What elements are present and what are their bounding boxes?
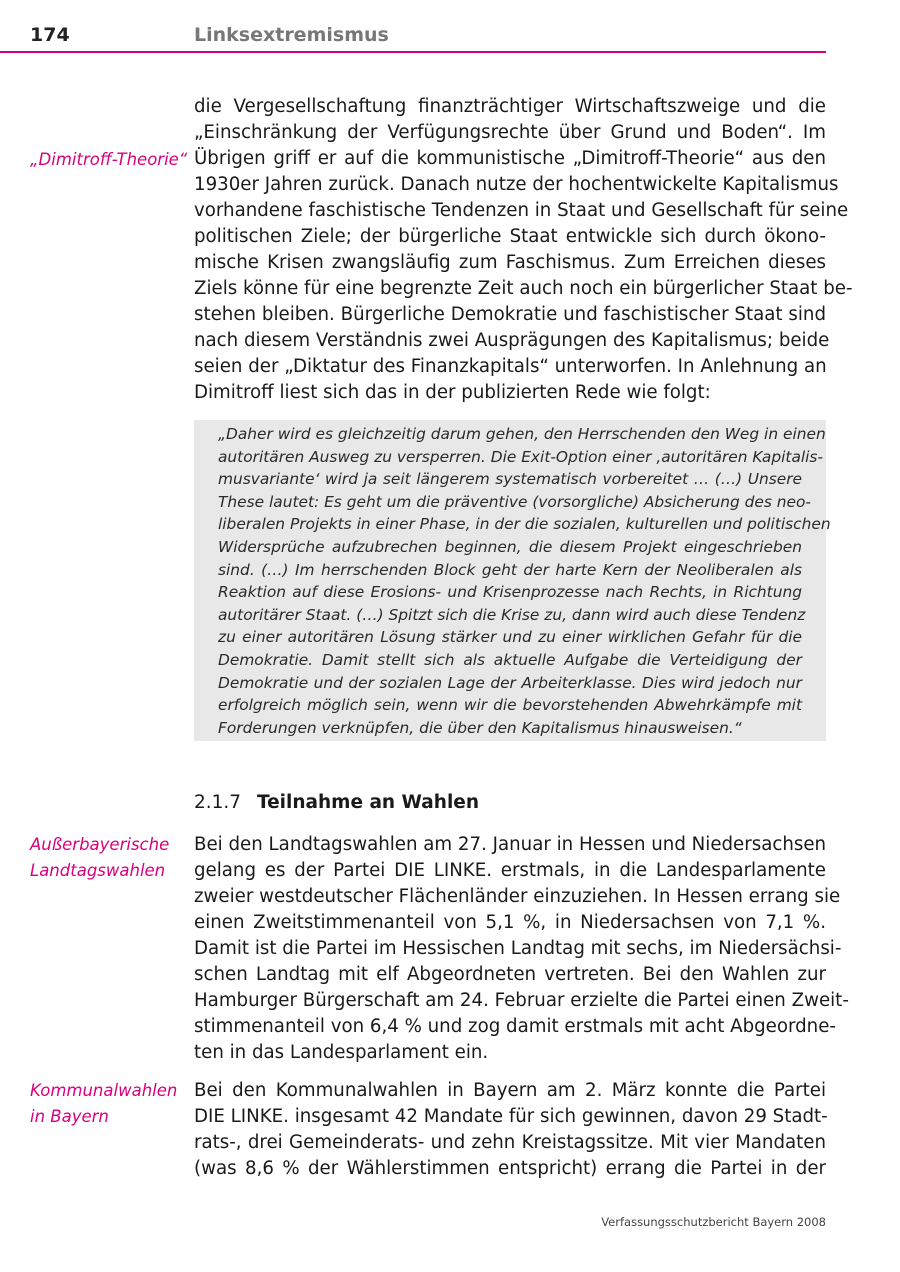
text-line: nach diesem Verständnis zwei Ausprägungen des Kapitalismus; beide (194, 330, 830, 351)
text-line: Demokratie. Damit stellt sich als aktuelle Aufgabe die Verteidigung der (218, 650, 802, 669)
text-line: zweier westdeutscher Flächenländer einzuziehen. In Hessen errang sie (194, 886, 841, 907)
footer-text: Verfassungsschutzbericht Bayern 2008 (601, 1215, 826, 1229)
text-line: Ziels könne für eine begrenzte Zeit auch noch ein bürgerlicher Staat be- (194, 278, 853, 299)
text-line: rats-, drei Gemeinderats- und zehn Kreistagssitze. Mit vier Mandaten (194, 1132, 826, 1153)
margin-note-dimitroff (30, 147, 187, 173)
quote-block (194, 420, 831, 741)
text-line: sind. (…) Im herrschenden Block geht der harte Kern der Neoliberalen als (218, 560, 802, 579)
text-line: politischen Ziele; der bürgerliche Staat entwickle sich durch ökono- (194, 226, 826, 247)
text-line: zu einer autoritären Lösung stärker und zu einer wirklichen Gefahr für die (218, 628, 802, 647)
header-rule (0, 51, 826, 53)
text-line: stehen bleiben. Bürgerliche Demokratie und faschistischer Staat sind (194, 304, 826, 325)
text-line: erfolgreich möglich sein, wenn wir die bevorstehenden Abwehrkämpfe mit (218, 696, 802, 715)
text-line: liberalen Projekts in einer Phase, in der die sozialen, kulturellen und politischen (218, 515, 831, 534)
text-line: seien der „Diktatur des Finanzkapitals“ unterworfen. In Anlehnung an (194, 356, 827, 377)
text-line: Forderungen verknüpfen, die über den Kapitalismus hinausweisen.“ (218, 718, 742, 737)
margin-note-landtagswahlen (30, 832, 169, 884)
text-line: „Einschränkung der Verfügungsrechte über Grund und Boden“. Im (194, 122, 826, 143)
section-number: 2.1.7 (194, 792, 242, 813)
text-line: Demokratie und der sozialen Lage der Arbeiterklasse. Dies wird jedoch nur (218, 673, 802, 692)
quote-text (218, 423, 831, 739)
text-line: Übrigen griff er auf die kommunistische „Dimitroff-Theorie“ aus den (194, 148, 826, 169)
text-line: einen Zweitstimmenanteil von 5,1 %, in Niedersachsen von 7,1 %. (194, 912, 826, 933)
section-heading (194, 792, 479, 813)
text-line: gelang es der Partei DIE LINKE. erstmals, in die Landesparlamente (194, 860, 826, 881)
text-line: Kommunalwahlen (30, 1081, 178, 1100)
margin-note-kommunalwahlen (30, 1078, 177, 1130)
text-line: (was 8,6 % der Wählerstimmen entspricht) errang die Partei in der (194, 1158, 826, 1179)
section-title: Teilnahme an Wahlen (256, 792, 480, 813)
text-line: ten in das Landesparlament ein. (194, 1042, 489, 1063)
text-line: die Vergesellschaftung finanzträchtiger Wirtschaftszweige und die (194, 96, 826, 117)
text-line: „Dimitroff-Theorie“ (30, 150, 188, 169)
paragraph-dimitroff (194, 94, 853, 406)
text-line: Landtagswahlen (30, 861, 166, 880)
text-line: 1930er Jahren zurück. Danach nutze der hochentwickelte Kapitalismus (194, 174, 839, 195)
text-line: DIE LINKE. insgesamt 42 Mandate für sich gewinnen, davon 29 Stadt- (194, 1106, 828, 1127)
text-line: autoritären Ausweg zu versperren. Die Exit-Option einer ‚autoritären Kapitalis- (218, 447, 823, 466)
text-line: autoritärer Staat. (…) Spitzt sich die Krise zu, dann wird auch diese Tendenz (218, 605, 806, 624)
text-line: Bei den Landtagswahlen am 27. Januar in Hessen und Niedersachsen (194, 834, 827, 855)
paragraph-kommunalwahlen (194, 1078, 826, 1182)
text-line: musvariante‘ wird ja seit längerem systematisch vorbereitet … (…) Unsere (218, 470, 802, 489)
text-line: These lautet: Es geht um die präventive (vorsorgliche) Absicherung des neo- (218, 492, 811, 511)
paragraph-landtagswahlen (194, 832, 849, 1066)
text-line: Hamburger Bürgerschaft am 24. Februar erzielte die Partei einen Zweit- (194, 990, 849, 1011)
text-line: vorhandene faschistische Tendenzen in Staat und Gesellschaft für seine (194, 200, 849, 221)
text-line: stimmenanteil von 6,4 % und zog damit erstmals mit acht Abgeordne- (194, 1016, 836, 1037)
text-line: Reaktion auf diese Erosions- und Krisenprozesse nach Rechts, in Richtung (218, 583, 802, 602)
text-line: in Bayern (30, 1107, 109, 1126)
chapter-title: Linksextremismus (194, 24, 389, 46)
text-line: „Daher wird es gleichzeitig darum gehen, den Herrschenden den Weg in einen (218, 425, 826, 443)
text-line: mische Krisen zwangsläufig zum Faschismus. Zum Erreichen dieses (194, 252, 826, 273)
text-line: Außerbayerische (30, 835, 170, 854)
page-number: 174 (30, 24, 70, 46)
text-line: Bei den Kommunalwahlen in Bayern am 2. März konnte die Partei (194, 1080, 826, 1101)
text-line: Dimitroff liest sich das in der publizierten Rede wie folgt: (194, 382, 711, 403)
text-line: Damit ist die Partei im Hessischen Landtag mit sechs, im Niedersächsi- (194, 938, 842, 959)
text-line: schen Landtag mit elf Abgeordneten vertreten. Bei den Wahlen zur (194, 964, 826, 985)
text-line: Widersprüche aufzubrechen beginnen, die diesem Projekt eingeschrieben (218, 537, 802, 556)
